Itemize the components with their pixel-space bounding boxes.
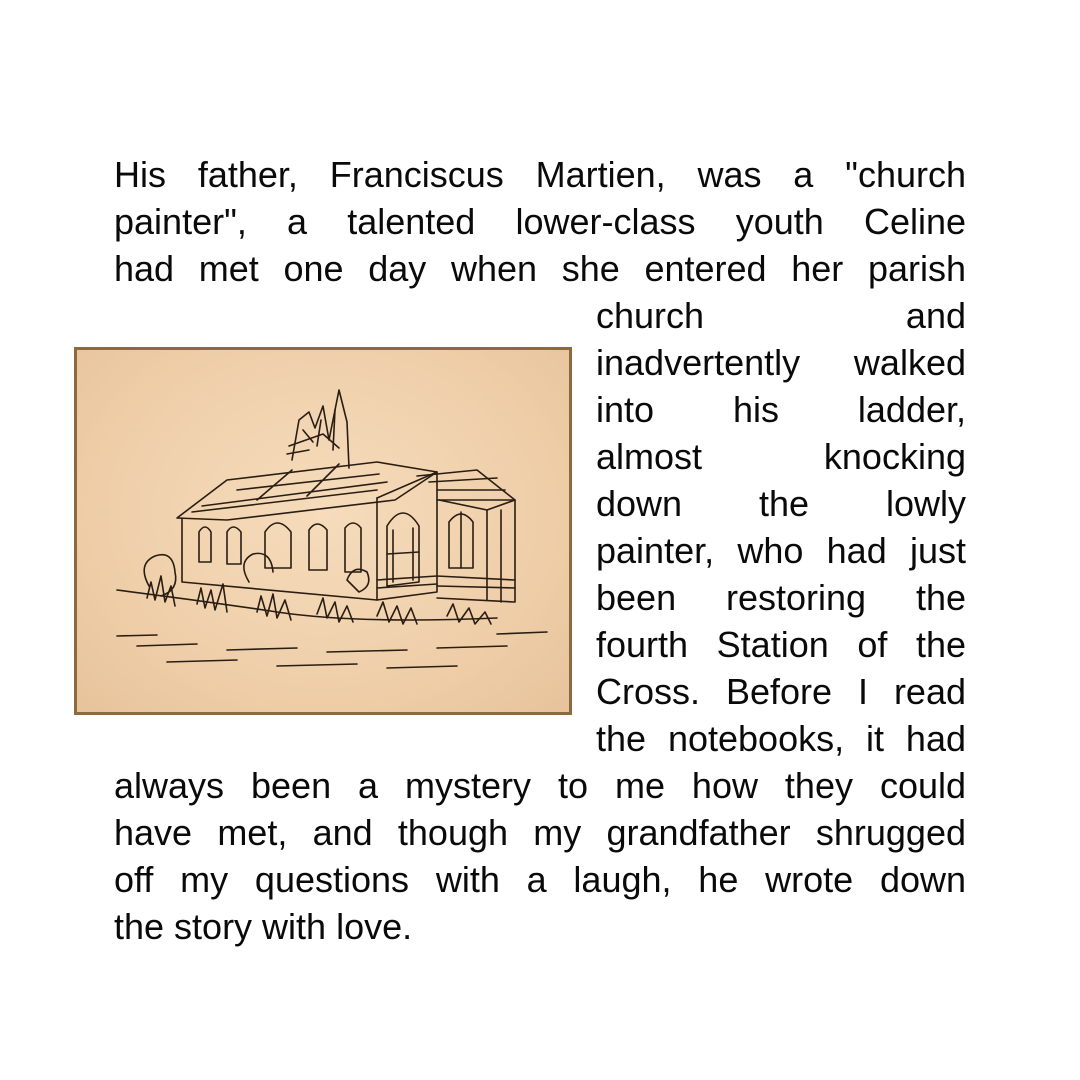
body-text-line: the story with love. — [114, 906, 413, 947]
body-text-line: down the lowly — [596, 483, 966, 524]
body-text-line: painter, who had just — [596, 530, 966, 571]
body-text-line: always been a mystery to me how they could — [114, 765, 966, 806]
body-text-line: church and — [596, 295, 966, 336]
body-text-line: off my questions with a laugh, he wrote down — [114, 859, 966, 900]
body-text-line: painter", a talented lower-class youth Celine — [114, 201, 966, 242]
body-text-line: almost knocking — [596, 436, 966, 477]
body-text-line: into his ladder, — [596, 389, 966, 430]
body-text-line: His father, Franciscus Martien, was a "church — [114, 154, 966, 195]
body-text-line: have met, and though my grandfather shrugged — [114, 812, 966, 853]
body-text-line: the notebooks, it had — [596, 718, 966, 759]
ruined-church-sketch — [74, 347, 572, 715]
body-text-line: fourth Station of the — [596, 624, 966, 665]
body-text-line: been restoring the — [596, 577, 966, 618]
body-text-line: inadvertently walked — [596, 342, 966, 383]
body-text-line: had met one day when she entered her parish — [114, 248, 966, 289]
body-text-line: Cross. Before I read — [596, 671, 966, 712]
